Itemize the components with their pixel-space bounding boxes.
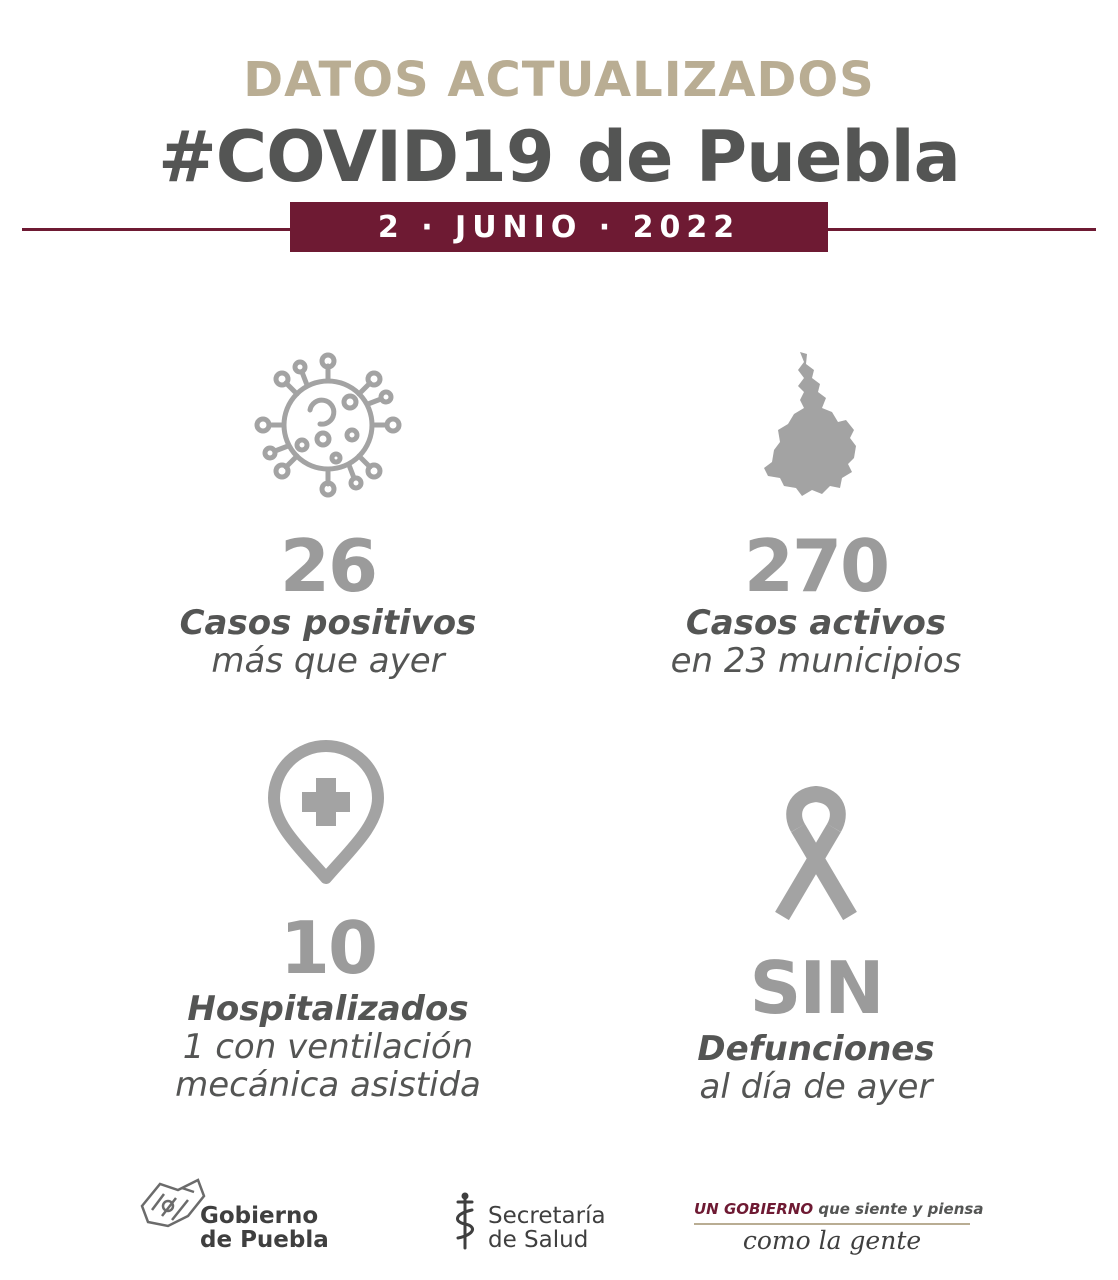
header-supertitle: DATOS ACTUALIZADOS (243, 52, 875, 108)
slogan (694, 1200, 984, 1218)
gov-logo-line1: Gobierno (200, 1203, 319, 1229)
health-logo-line2: de Salud (488, 1227, 589, 1253)
date-banner (290, 202, 828, 252)
deaths-value: SIN (749, 946, 883, 1030)
positive-cases-title: Casos positivos (179, 603, 477, 643)
positive-cases-label (128, 604, 528, 680)
divider-left (22, 228, 294, 231)
date-text: 2 · JUNIO · 2022 (377, 209, 741, 245)
puebla-map-icon (760, 350, 860, 500)
positive-cases-subtitle: más que ayer (211, 641, 445, 681)
active-cases-label (616, 604, 1016, 680)
virus-icon (250, 350, 406, 500)
awareness-ribbon-icon (768, 784, 864, 924)
gov-logo-line2: de Puebla (200, 1227, 329, 1253)
deaths-label (616, 1030, 1016, 1106)
deaths-subtitle: al día de ayer (699, 1067, 933, 1107)
hospitalized-title: Hospitalizados (187, 989, 469, 1029)
active-cases-subtitle: en 23 municipios (670, 641, 962, 681)
positive-cases-value: 26 (279, 524, 377, 608)
active-cases-value: 270 (743, 524, 889, 608)
hospitalized-assisted: mecánica asistida (175, 1065, 481, 1105)
slogan-script: como la gente (742, 1226, 922, 1255)
active-cases-title: Casos activos (685, 603, 947, 643)
slogan-rest: que siente y piensa (813, 1200, 984, 1218)
hospitalized-label (110, 990, 546, 1104)
hospital-pin-icon (266, 740, 386, 888)
deaths-title: Defunciones (697, 1029, 935, 1069)
page-title: #COVID19 de Puebla (158, 116, 960, 198)
divider-right (826, 228, 1096, 231)
health-logo-line1: Secretaría (488, 1203, 606, 1229)
slogan-divider (694, 1223, 970, 1225)
slogan-accent: UN GOBIERNO (694, 1200, 814, 1218)
hospitalized-ventilation: 1 con ventilación (182, 1027, 474, 1067)
caduceus-icon (450, 1192, 480, 1252)
gobierno-puebla-logo-icon (138, 1176, 208, 1232)
hospitalized-value: 10 (279, 906, 377, 990)
